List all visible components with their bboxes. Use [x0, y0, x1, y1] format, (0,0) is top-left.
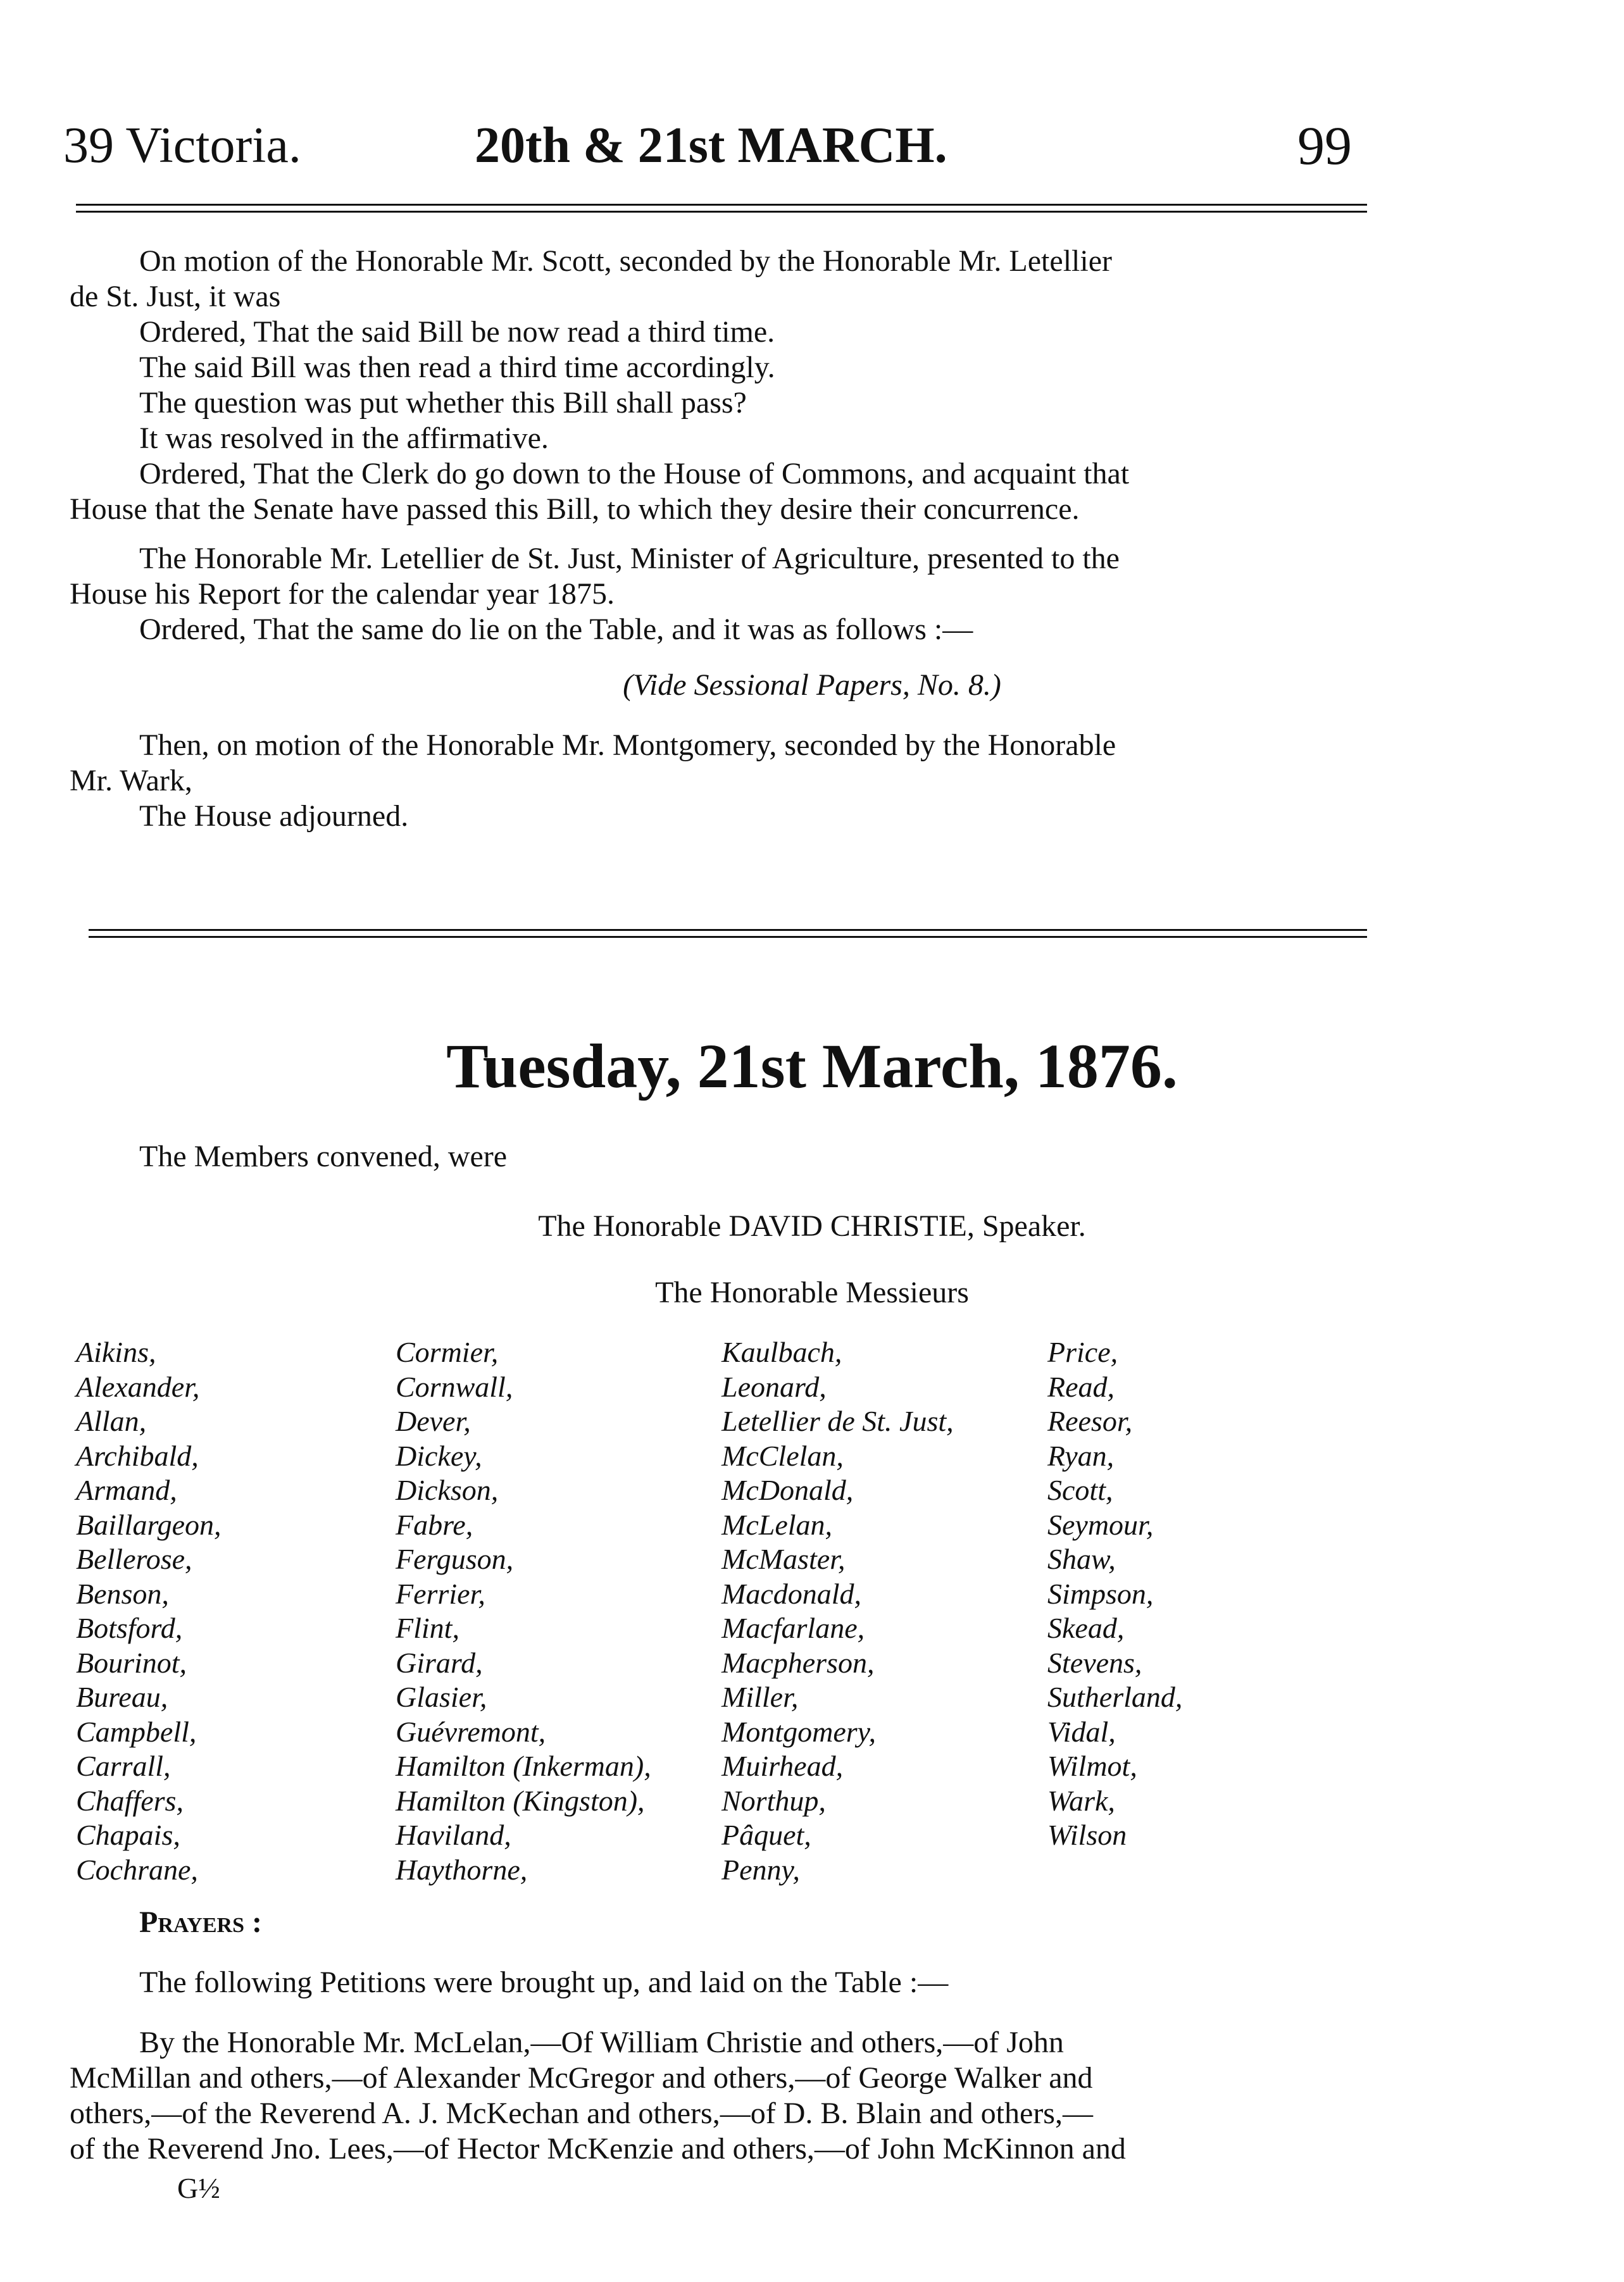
member-name: Macpherson, — [721, 1646, 875, 1679]
text-line: By the Honorable Mr. McLelan,—Of William Christie and others,—of John — [139, 2026, 1064, 2059]
text-line: The Members convened, were — [139, 1140, 508, 1173]
member-name: Pâquet, — [721, 1819, 811, 1851]
prayers-line — [70, 1905, 1361, 1940]
member-name: Vidal, — [1047, 1715, 1116, 1748]
member-name: Cornwall, — [396, 1370, 513, 1403]
text-line: McMillan and others,—of Alexander McGregor and others,—of George Walker and — [70, 2061, 1093, 2095]
member-name: Montgomery, — [721, 1715, 877, 1748]
member-name: Stevens, — [1047, 1646, 1142, 1679]
text-line: Ordered, That the Clerk do go down to the House of Commons, and acquaint that — [139, 457, 1130, 490]
member-name: Fabre, — [396, 1508, 473, 1541]
members-column-2 — [396, 1335, 651, 1887]
member-name: McDonald, — [721, 1474, 854, 1506]
text-line: Mr. Wark, — [70, 764, 192, 797]
member-name: Haviland, — [396, 1819, 511, 1851]
text-line: On motion of the Honorable Mr. Scott, seconded by the Honorable Mr. Letellier — [139, 244, 1112, 278]
member-name: Allan, — [76, 1405, 147, 1437]
member-name: Carrall, — [76, 1750, 171, 1782]
member-name: Chaffers, — [76, 1784, 184, 1817]
bill-third-reading-paragraph — [70, 244, 1361, 527]
text-line: Ordered, That the said Bill be now read a third time. — [139, 315, 775, 349]
section-rule — [89, 929, 1367, 938]
member-name: Miller, — [721, 1681, 799, 1713]
text-line: The House adjourned. — [139, 799, 409, 833]
member-name: Bureau, — [76, 1681, 168, 1713]
prayers-heading: Prayers : — [139, 1905, 262, 1939]
member-name: Cochrane, — [76, 1853, 198, 1886]
adjournment-paragraph — [70, 728, 1361, 834]
member-name: Dever, — [396, 1405, 471, 1437]
members-convened-line — [70, 1139, 1361, 1175]
member-name: Sutherland, — [1047, 1681, 1183, 1713]
member-name: Scott, — [1047, 1474, 1113, 1506]
member-name: Haythorne, — [396, 1853, 528, 1886]
member-name: Leonard, — [721, 1370, 827, 1403]
member-name: Ferguson, — [396, 1543, 514, 1575]
members-column-1 — [76, 1335, 222, 1887]
member-name: Simpson, — [1047, 1577, 1154, 1610]
member-name: Baillargeon, — [76, 1508, 222, 1541]
member-name: Skead, — [1047, 1612, 1125, 1644]
text-line: Ordered, That the same do lie on the Table, and it was as follows :— — [139, 613, 973, 646]
member-name: Wilmot, — [1047, 1750, 1137, 1782]
page-number: 99 — [1297, 115, 1352, 176]
messieurs-heading: The Honorable Messieurs — [655, 1276, 969, 1309]
member-name: Penny, — [721, 1853, 800, 1886]
member-name: Seymour, — [1047, 1508, 1154, 1541]
member-name: Armand, — [76, 1474, 177, 1506]
text-line: The Honorable Mr. Letellier de St. Just, Minister of Agriculture, presented to the — [139, 542, 1120, 575]
member-name: Hamilton (Inkerman), — [396, 1750, 651, 1782]
text-line: The following Petitions were brought up, and laid on the Table :— — [139, 1966, 949, 1999]
member-name: Chapais, — [76, 1819, 180, 1851]
member-name: Campbell, — [76, 1715, 197, 1748]
text-line: The question was put whether this Bill shall pass? — [139, 386, 747, 420]
text-line: House that the Senate have passed this Bill, to which they desire their concurrence. — [70, 492, 1080, 526]
member-name: Girard, — [396, 1646, 483, 1679]
member-name: Kaulbach, — [721, 1336, 842, 1368]
member-name: Hamilton (Kingston), — [396, 1784, 645, 1817]
text-line: It was resolved in the affirmative. — [139, 421, 549, 455]
member-name: Bellerose, — [76, 1543, 192, 1575]
member-name: McMaster, — [721, 1543, 846, 1575]
member-name: Macfarlane, — [721, 1612, 865, 1644]
member-name: Price, — [1047, 1336, 1118, 1368]
text-line: of the Reverend Jno. Lees,—of Hector McKenzie and others,—of John McKinnon and — [70, 2132, 1126, 2166]
header-rule — [76, 204, 1367, 213]
members-column-3 — [721, 1335, 954, 1887]
member-name: Wark, — [1047, 1784, 1115, 1817]
member-name: Ryan, — [1047, 1439, 1115, 1472]
header-dates: 20th & 21st MARCH. — [475, 118, 947, 173]
member-name: Letellier de St. Just, — [721, 1405, 954, 1437]
member-name: Read, — [1047, 1370, 1115, 1403]
member-name: Macdonald, — [721, 1577, 862, 1610]
member-name: Guévremont, — [396, 1715, 546, 1748]
text-line: The said Bill was then read a third time accordingly. — [139, 351, 775, 384]
member-name: McLelan, — [721, 1508, 833, 1541]
member-name: Dickey, — [396, 1439, 482, 1472]
member-name: Glasier, — [396, 1681, 487, 1713]
text-line: others,—of the Reverend A. J. McKechan and others,—of D. B. Blain and others,— — [70, 2097, 1093, 2130]
member-name: McClelan, — [721, 1439, 844, 1472]
member-name: Bourinot, — [76, 1646, 187, 1679]
day-title: Tuesday, 21st March, 1876. — [446, 1031, 1178, 1101]
members-column-4 — [1047, 1335, 1182, 1853]
text-line: Then, on motion of the Honorable Mr. Montgomery, seconded by the Honorable — [139, 728, 1116, 762]
member-name: Dickson, — [396, 1474, 499, 1506]
text-line: House his Report for the calendar year 1875. — [70, 577, 615, 611]
vide-sessional-papers: (Vide Sessional Papers, No. 8.) — [623, 668, 1001, 702]
speaker-line: The Honorable DAVID CHRISTIE, Speaker. — [538, 1209, 1086, 1243]
member-name: Flint, — [396, 1612, 459, 1644]
member-name: Archibald, — [76, 1439, 199, 1472]
member-name: Benson, — [76, 1577, 169, 1610]
member-name: Aikins, — [76, 1336, 156, 1368]
member-name: Botsford, — [76, 1612, 183, 1644]
member-name: Alexander, — [76, 1370, 200, 1403]
member-name: Reesor, — [1047, 1405, 1133, 1437]
member-name: Ferrier, — [396, 1577, 485, 1610]
signature-mark: G½ — [177, 2172, 220, 2204]
header-session: 39 Victoria. — [63, 118, 301, 173]
agriculture-report-paragraph — [70, 541, 1361, 647]
member-name: Wilson — [1047, 1819, 1127, 1851]
member-name: Shaw, — [1047, 1543, 1116, 1575]
member-name: Northup, — [721, 1784, 826, 1817]
member-name: Cormier, — [396, 1336, 499, 1368]
text-line: de St. Just, it was — [70, 280, 281, 313]
member-name: Muirhead, — [721, 1750, 844, 1782]
petitions-paragraph — [70, 2025, 1361, 2167]
petitions-intro-line — [70, 1965, 1361, 2000]
